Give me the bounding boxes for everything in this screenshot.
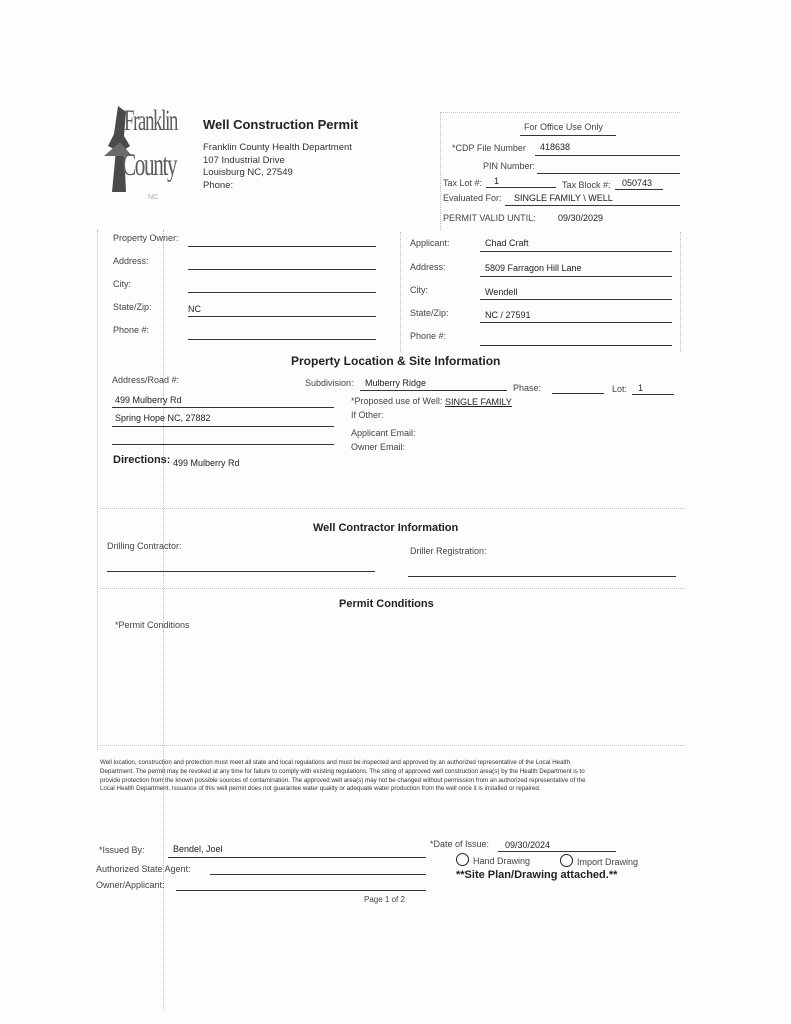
lot-label: Lot:	[612, 384, 628, 394]
property-section-heading: Property Location & Site Information	[291, 354, 501, 368]
owner-applicant-field	[176, 890, 426, 891]
applicant-statezip-value: NC / 27591	[485, 310, 531, 320]
owner-applicant-label: Owner/Applicant:	[96, 880, 165, 890]
permit-valid-label: PERMIT VALID UNTIL:	[443, 213, 536, 223]
owner-email-label: Owner Email:	[351, 442, 406, 452]
import-drawing-radio[interactable]	[560, 854, 573, 867]
conditions-section-heading: Permit Conditions	[339, 598, 434, 610]
subdivision-value: Mulberry Ridge	[365, 378, 427, 388]
applicant-value: Chad Craft	[485, 238, 529, 248]
issued-by-label: *Issued By:	[99, 845, 145, 855]
property-address-line1: 499 Mulberry Rd	[115, 395, 182, 405]
state-agent-label: Authorized State Agent:	[96, 864, 191, 874]
scan-guide-line	[440, 112, 441, 230]
property-address-line2: Spring Hope NC, 27882	[115, 413, 211, 423]
applicant-statezip-label: State/Zip:	[410, 308, 449, 318]
tax-block-line	[615, 189, 663, 190]
scan-guide-line	[97, 230, 98, 750]
if-other-label: If Other:	[351, 410, 384, 420]
owner-city-field	[188, 292, 376, 293]
pin-number-label: PIN Number:	[483, 161, 536, 171]
directions-value: 499 Mulberry Rd	[173, 458, 240, 468]
logo-tagline: NC	[148, 194, 159, 201]
lot-value: 1	[638, 383, 644, 393]
property-address-line3-field	[112, 444, 334, 445]
drilling-contractor-label: Drilling Contractor:	[107, 541, 182, 551]
tax-block-label: Tax Block #:	[562, 180, 611, 190]
issued-by-field	[168, 857, 426, 858]
applicant-city-field	[480, 299, 672, 300]
office-heading-underline	[520, 135, 616, 136]
department-address2: Louisburg NC, 27549	[203, 167, 293, 178]
franklin-county-logo	[104, 104, 190, 204]
applicant-address-field	[480, 276, 672, 277]
proposed-use-value: SINGLE FAMILY	[445, 397, 512, 407]
property-owner-field	[188, 246, 376, 247]
scan-guide-line	[400, 232, 401, 352]
evaluated-for-line	[505, 205, 680, 206]
date-of-issue-value: 09/30/2024	[505, 840, 551, 850]
applicant-address-value: 5809 Farragon Hill Lane	[485, 263, 582, 273]
import-drawing-label: Import Drawing	[577, 857, 639, 867]
logo-text-franklin: Franklin	[124, 104, 178, 137]
site-plan-attached: **Site Plan/Drawing attached.**	[456, 869, 618, 881]
applicant-field	[480, 251, 672, 252]
applicant-city-value: Wendell	[485, 287, 518, 297]
evaluated-for-value: SINGLE FAMILY \ WELL	[514, 193, 613, 203]
issued-by-value: Bendel, Joel	[173, 844, 223, 854]
driller-registration-field	[408, 576, 676, 577]
tax-lot-line	[486, 187, 556, 188]
address-road-label: Address/Road #:	[112, 375, 180, 385]
page-number: Page 1 of 2	[364, 895, 405, 904]
owner-statezip-label: State/Zip:	[113, 302, 152, 312]
subdivision-field	[360, 390, 507, 391]
department-name: Franklin County Health Department	[203, 142, 352, 153]
permit-valid-value: 09/30/2029	[558, 213, 604, 223]
permit-conditions-label: *Permit Conditions	[115, 620, 190, 630]
property-address-line2-field	[112, 426, 334, 427]
subdivision-label: Subdivision:	[305, 378, 354, 388]
tax-block-value: 050743	[622, 178, 653, 188]
date-of-issue-label: *Date of Issue:	[430, 839, 490, 849]
date-of-issue-field	[498, 851, 616, 852]
applicant-email-label: Applicant Email:	[351, 428, 416, 438]
state-agent-field	[210, 874, 426, 875]
logo-text-county: County	[122, 146, 177, 182]
tax-lot-value: 1	[494, 176, 500, 186]
drilling-contractor-field	[107, 571, 375, 572]
scan-guide-line	[100, 588, 685, 589]
contractor-section-heading: Well Contractor Information	[313, 522, 459, 534]
scan-guide-line	[100, 745, 685, 746]
property-owner-label: Property Owner:	[113, 233, 179, 243]
property-address-line1-field	[112, 407, 334, 408]
department-phone-label: Phone:	[203, 180, 234, 191]
owner-statezip-field	[188, 316, 376, 317]
applicant-statezip-field	[480, 322, 672, 323]
cdp-file-label: *CDP File Number	[452, 143, 526, 153]
tax-lot-label: Tax Lot #:	[443, 178, 483, 188]
applicant-phone-label: Phone #:	[410, 331, 447, 341]
cdp-file-value: 418638	[540, 142, 571, 152]
phase-label: Phase:	[513, 383, 542, 393]
proposed-use-label: *Proposed use of Well:	[351, 396, 443, 406]
applicant-address-label: Address:	[410, 262, 446, 272]
cdp-file-line	[535, 155, 680, 156]
page-title: Well Construction Permit	[203, 117, 359, 132]
owner-statezip-value: NC	[188, 304, 201, 314]
scan-guide-line	[100, 508, 685, 509]
office-use-heading: For Office Use Only	[524, 122, 603, 132]
scan-guide-line	[680, 232, 681, 352]
department-address1: 107 Industrial Drive	[203, 155, 285, 166]
legal-disclaimer: Well location, construction and protection must meet all state and local regulations and must be inspected and approved by an authorized representative of the Local Health Department. The permit may be revoked at any time for failure to comply with existing regulations. The siting of approved well construction area(s) by the Health Department is to provide protection from the known possible sources of contamination. The approved well area(s) may not be changed without permission from an authorized representative of the Local Health Department. Issuance of this well permit does not guarantee water quality or adequate water production from the well once it is installed or repaired.	[100, 759, 586, 793]
hand-drawing-label: Hand Drawing	[473, 856, 531, 866]
hand-drawing-radio[interactable]	[456, 853, 469, 866]
evaluated-for-label: Evaluated For:	[443, 193, 502, 203]
driller-registration-label: Driller Registration:	[410, 546, 487, 556]
scan-guide-line	[440, 112, 680, 113]
pin-number-line	[537, 173, 680, 174]
owner-city-label: City:	[113, 279, 131, 289]
phase-field	[552, 393, 604, 394]
lot-field	[632, 394, 674, 395]
owner-phone-field	[188, 339, 376, 340]
owner-phone-label: Phone #:	[113, 325, 150, 335]
applicant-phone-field	[480, 345, 672, 346]
owner-address-label: Address:	[113, 256, 149, 266]
applicant-label: Applicant:	[410, 238, 450, 248]
directions-label: Directions:	[113, 454, 171, 466]
applicant-city-label: City:	[410, 285, 428, 295]
owner-address-field	[188, 269, 376, 270]
